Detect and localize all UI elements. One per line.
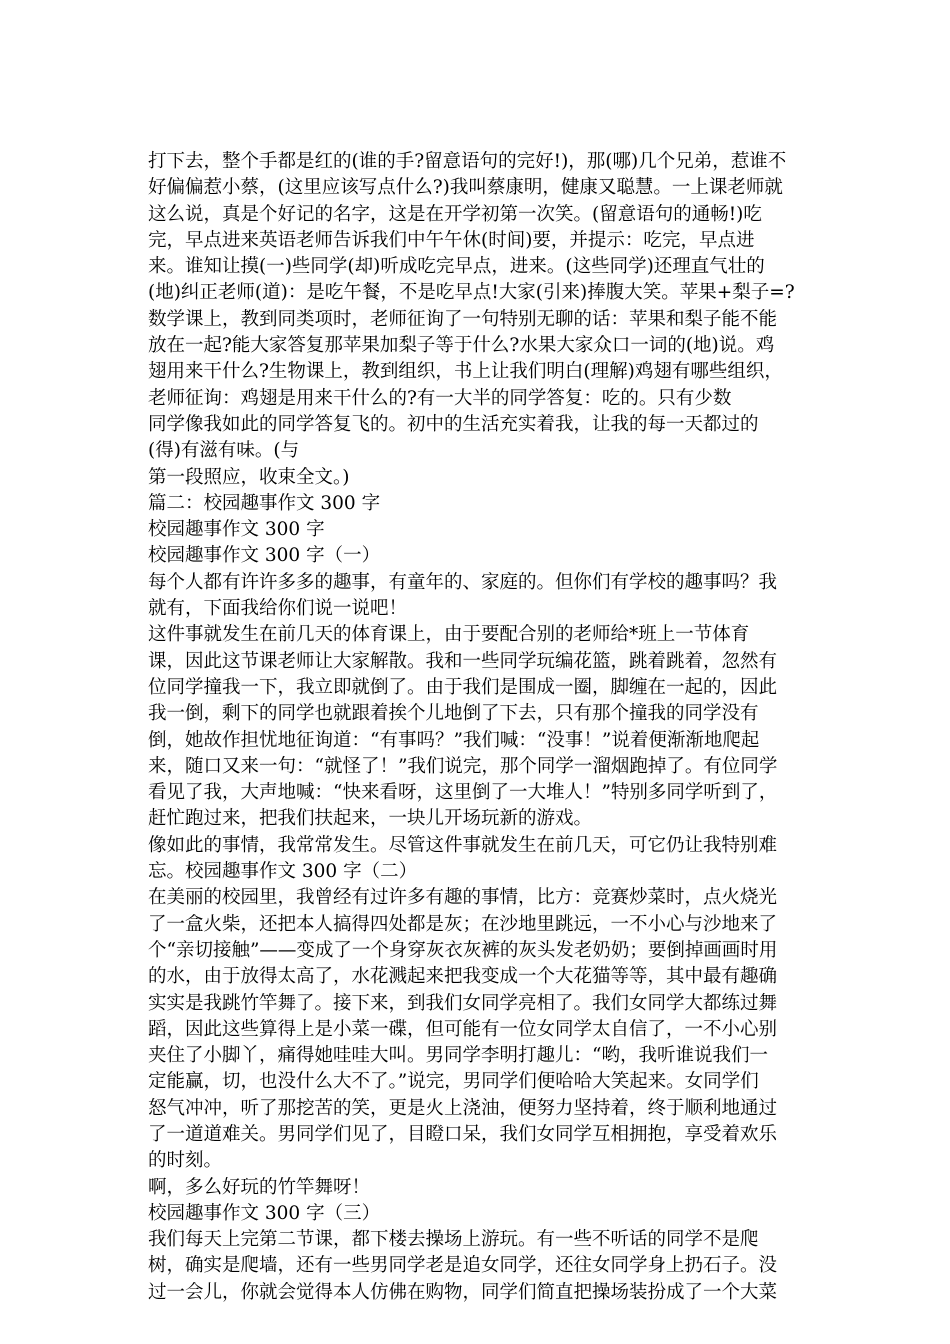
text-line: 位同学撞我一下，我立即就倒了。由于我们是围成一圈，脚缠在一起的，因此 [148, 676, 778, 698]
text-line: 校园趣事作文 300 字 [148, 519, 325, 541]
text-line: 夹住了小脚丫，痛得她哇哇大叫。男同学李明打趣儿：“哟，我听谁说我们一 [148, 1045, 768, 1067]
text-line: (地)纠正老师(道)：是吃午餐，不是吃早点!大家(引来)捧腹大笑。苹果+梨子=? [148, 282, 795, 304]
text-line: 篇二：校园趣事作文 300 字 [148, 492, 381, 514]
text-line: (得)有滋有味。(与 [148, 440, 300, 462]
text-line: 打下去，整个手都是红的(谁的手?留意语句的完好!)，那(哪)几个兄弟，惹谁不 [148, 151, 787, 172]
text-line: 的水，由于放得太高了，水花溅起来把我变成一个大花猫等等，其中最有趣确 [148, 966, 778, 988]
text-line: 好偏偏惹小蔡，(这里应该写点什么?)我叫蔡康明，健康又聪慧。一上课老师就 [148, 177, 783, 199]
text-line: 就有，下面我给你们说一说吧！ [148, 598, 408, 620]
text-line: 我一倒，剩下的同学也就跟着挨个儿地倒了下去，只有那个撞我的同学没有 [148, 703, 759, 725]
text-line: 翅用来干什么?生物课上，教到组织，书上让我们明白(理解)鸡翅有哪些组织， [148, 361, 783, 383]
text-line: 过一会儿，你就会觉得本人仿佛在购物，同学们简直把操场装扮成了一个大菜 [148, 1281, 778, 1303]
text-line: 蹈，因此这些算得上是小菜一碟，但可能有一位女同学太自信了，一不小心别 [148, 1018, 778, 1040]
text-line: 啊，多么好玩的竹竿舞呀！ [148, 1176, 371, 1198]
text-line: 像如此的事情，我常常发生。尽管这件事就发生在前几天，可它仍让我特别难 [148, 834, 778, 856]
text-line: 同学像我如此的同学答复飞的。初中的生活充实着我，让我的每一天都过的 [148, 413, 759, 435]
text-line: 了一道道难关。男同学们见了，目瞪口呆，我们女同学互相拥抱，享受着欢乐 [148, 1123, 778, 1145]
text-line: 课，因此这节课老师让大家解散。我和一些同学玩编花篮，跳着跳着，忽然有 [148, 650, 778, 672]
text-line: 校园趣事作文 300 字（三） [148, 1202, 381, 1224]
text-line: 这么说，真是个好记的名字，这是在开学初第一次笑。(留意语句的通畅!)吃 [148, 203, 762, 225]
text-line: 放在一起?能大家答复那苹果加梨子等于什么?水果大家众口一词的(地)说。鸡 [148, 335, 775, 357]
text-line: 老师征询：鸡翅是用来干什么的?有一大半的同学答复：吃的。只有少数 [148, 387, 732, 409]
text-line: 数学课上，教到同类项时，老师征询了一句特别无聊的话：苹果和梨子能不能 [148, 308, 778, 330]
text-line: 在美丽的校园里，我曾经有过许多有趣的事情，比方：竞赛炒菜时，点火烧光 [148, 887, 778, 909]
text-line: 树，确实是爬墙，还有一些男同学老是追女同学，还往女同学身上扔石子。没 [148, 1255, 778, 1277]
text-line: 实实是我跳竹竿舞了。接下来，到我们女同学亮相了。我们女同学大都练过舞 [148, 992, 778, 1014]
text-line: 完，早点进来英语老师告诉我们中午午休(时间)要，并提示：吃完，早点进 [148, 229, 755, 251]
text-line: 每个人都有许许多多的趣事，有童年的、家庭的。但你们有学校的趣事吗？我 [148, 571, 778, 593]
text-line: 怒气冲冲，听了那挖苦的笑，更是火上浇油，便努力坚持着，终于顺利地通过 [148, 1097, 778, 1119]
text-line: 校园趣事作文 300 字（一） [148, 545, 381, 567]
text-line: 忘。校园趣事作文 300 字（二） [148, 861, 418, 883]
document-body [148, 149, 808, 1306]
text-line: 我们每天上完第二节课，都下楼去操场上游玩。有一些不听话的同学不是爬 [148, 1229, 759, 1251]
text-line: 赶忙跑过来，把我们扶起来，一块儿开场玩新的游戏。 [148, 808, 593, 830]
text-line: 来，随口又来一句：“就怪了！”我们说完，那个同学一溜烟跑掉了。有位同学 [148, 755, 778, 777]
text-line: 第一段照应，收束全文。) [148, 466, 350, 488]
text-line: 个“亲切接触”——变成了一个身穿灰衣灰裤的灰头发老奶奶；要倒掉画画时用 [148, 939, 778, 961]
text-line: 的时刻。 [148, 1150, 223, 1172]
text-line: 倒，她故作担忧地征询道：“有事吗？”我们喊：“没事！”说着便渐渐地爬起 [148, 729, 760, 751]
text-line: 看见了我，大声地喊：“快来看呀，这里倒了一大堆人！”特别多同学听到了， [148, 782, 778, 804]
text-line: 来。谁知让摸(一)些同学(却)听成吃完早点，进来。(这些同学)还理直气壮的 [148, 256, 765, 278]
text-line: 了一盒火柴，还把本人搞得四处都是灰；在沙地里跳远，一不小心与沙地来了 [148, 913, 778, 935]
text-line: 定能赢，切，也没什么大不了。”说完，男同学们便哈哈大笑起来。女同学们 [148, 1071, 759, 1093]
text-line: 这件事就发生在前几天的体育课上，由于要配合别的老师给*班上一节体育 [148, 624, 750, 646]
